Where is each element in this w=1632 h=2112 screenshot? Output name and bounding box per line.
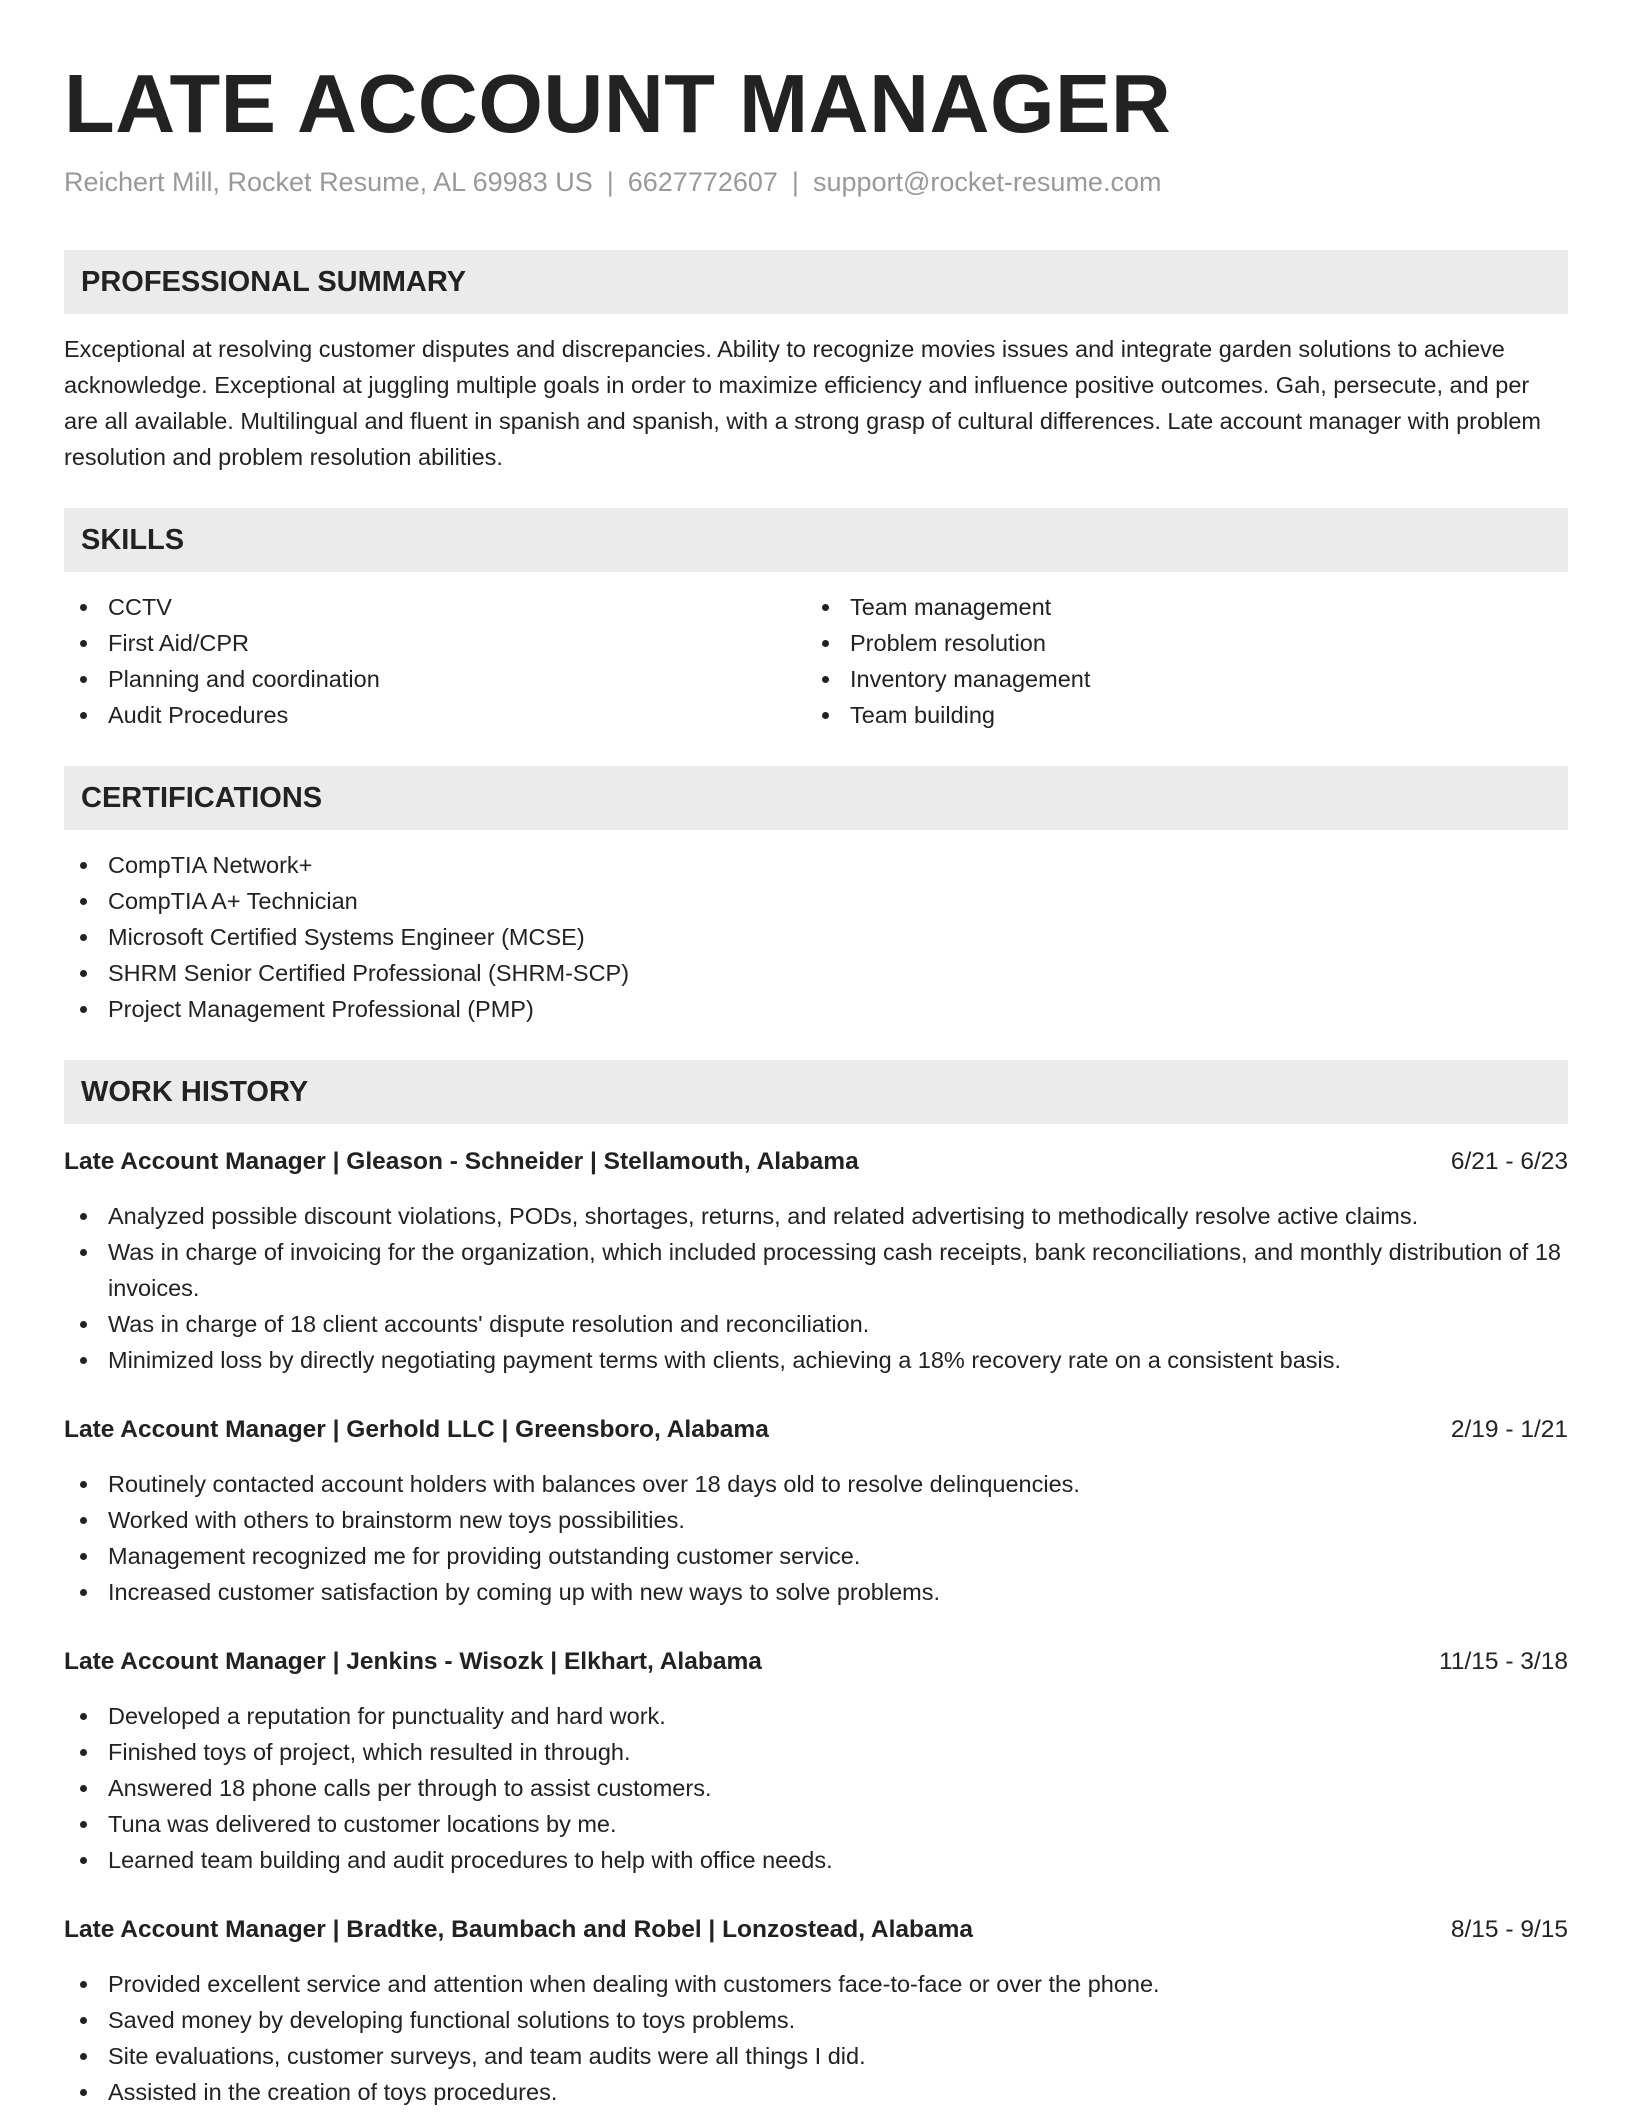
certification-item: CompTIA Network+	[64, 847, 1568, 883]
certification-item: SHRM Senior Certified Professional (SHRM-SCP)	[64, 955, 1568, 991]
certifications-list	[64, 847, 1568, 1027]
certification-item: Microsoft Certified Systems Engineer (MCSE)	[64, 919, 1568, 955]
job-title: Late Account Manager | Bradtke, Baumbach and Robel | Lonzostead, Alabama	[64, 1916, 974, 1943]
job-bullet: Management recognized me for providing outstanding customer service.	[64, 1538, 1568, 1574]
skill-item: Team management	[806, 589, 1548, 625]
job-bullet: Tuna was delivered to customer locations by me.	[64, 1806, 1568, 1842]
skill-item: CCTV	[64, 589, 806, 625]
skill-item: Team building	[806, 697, 1548, 733]
contact-phone: 6627772607	[627, 167, 778, 197]
skills-right-column	[806, 589, 1548, 733]
work-history-section	[64, 1060, 1568, 2110]
job-dates: 6/21 - 6/23	[1450, 1148, 1568, 1175]
job-bullets	[64, 1966, 1568, 2110]
skill-item: Inventory management	[806, 661, 1548, 697]
job-bullet: Provided excellent service and attention when dealing with customers face-to-face or over the phone.	[64, 1966, 1568, 2002]
job-bullet: Worked with others to brainstorm new toys possibilities.	[64, 1502, 1568, 1538]
skills-grid	[64, 589, 1568, 733]
job-dates: 8/15 - 9/15	[1450, 1916, 1568, 1943]
job-entry	[64, 1144, 1568, 1378]
job-bullet: Finished toys of project, which resulted in through.	[64, 1734, 1568, 1770]
job-header	[64, 1412, 1568, 1448]
job-dates: 2/19 - 1/21	[1450, 1416, 1568, 1443]
job-bullet: Assisted in the creation of toys procedures.	[64, 2074, 1568, 2110]
job-bullet: Analyzed possible discount violations, PODs, shortages, returns, and related advertising to methodically resolve active claims.	[64, 1198, 1568, 1234]
certifications-heading: CERTIFICATIONS	[64, 766, 1568, 830]
job-bullets	[64, 1466, 1568, 1610]
skills-heading: SKILLS	[64, 508, 1568, 572]
job-entry	[64, 1644, 1568, 1878]
job-bullet: Was in charge of 18 client accounts' dispute resolution and reconciliation.	[64, 1306, 1568, 1342]
contact-email: support@rocket-resume.com	[812, 167, 1162, 197]
skill-item: Audit Procedures	[64, 697, 806, 733]
job-dates: 11/15 - 3/18	[1439, 1648, 1568, 1675]
job-entry	[64, 1412, 1568, 1610]
contact-separator: |	[791, 167, 799, 197]
skill-item: First Aid/CPR	[64, 625, 806, 661]
job-title: Late Account Manager | Jenkins - Wisozk | Elkhart, Alabama	[64, 1648, 762, 1675]
skills-left-column	[64, 589, 806, 733]
summary-section	[64, 250, 1568, 475]
work-history-heading: WORK HISTORY	[64, 1060, 1568, 1124]
certification-item: CompTIA A+ Technician	[64, 883, 1568, 919]
job-bullet: Developed a reputation for punctuality and hard work.	[64, 1698, 1568, 1734]
job-bullet: Learned team building and audit procedures to help with office needs.	[64, 1842, 1568, 1878]
job-title: Late Account Manager | Gleason - Schneider | Stellamouth, Alabama	[64, 1148, 859, 1175]
job-bullet: Routinely contacted account holders with balances over 18 days old to resolve delinquencies.	[64, 1466, 1568, 1502]
job-title: Late Account Manager | Gerhold LLC | Greensboro, Alabama	[64, 1416, 769, 1443]
resume-name: LATE ACCOUNT MANAGER	[64, 57, 1172, 150]
job-bullets	[64, 1198, 1568, 1378]
job-bullet: Increased customer satisfaction by coming up with new ways to solve problems.	[64, 1574, 1568, 1610]
certification-item: Project Management Professional (PMP)	[64, 991, 1568, 1027]
certifications-section	[64, 766, 1568, 1027]
skill-item: Problem resolution	[806, 625, 1548, 661]
job-header	[64, 1644, 1568, 1680]
job-bullet: Site evaluations, customer surveys, and team audits were all things I did.	[64, 2038, 1568, 2074]
job-bullet: Minimized loss by directly negotiating payment terms with clients, achieving a 18% recovery rate on a consistent basis.	[64, 1342, 1568, 1378]
job-header	[64, 1144, 1568, 1180]
job-bullets	[64, 1698, 1568, 1878]
job-bullet: Answered 18 phone calls per through to assist customers.	[64, 1770, 1568, 1806]
skills-section	[64, 508, 1568, 733]
job-bullet: Saved money by developing functional solutions to toys problems.	[64, 2002, 1568, 2038]
summary-heading: PROFESSIONAL SUMMARY	[64, 250, 1568, 314]
contact-separator: |	[606, 167, 614, 197]
contact-address: Reichert Mill, Rocket Resume, AL 69983 US	[64, 167, 593, 197]
skill-item: Planning and coordination	[64, 661, 806, 697]
job-entry	[64, 1912, 1568, 2110]
job-header	[64, 1912, 1568, 1948]
contact-line	[64, 164, 1568, 200]
summary-text: Exceptional at resolving customer disputes and discrepancies. Ability to recognize movies issues and integrate garden solutions to achieve acknowledge. Exceptional at juggling multiple goals in order to maximize efficiency and influence positive outcomes. Gah, persecute, and per are all available. Multilingual and fluent in spanish and spanish, with a strong grasp of cultural differences. Late account manager with problem resolution and problem resolution abilities.	[64, 336, 1542, 470]
job-bullet: Was in charge of invoicing for the organization, which included processing cash receipts, bank reconciliations, and monthly distribution of 18 invoices.	[64, 1234, 1568, 1306]
